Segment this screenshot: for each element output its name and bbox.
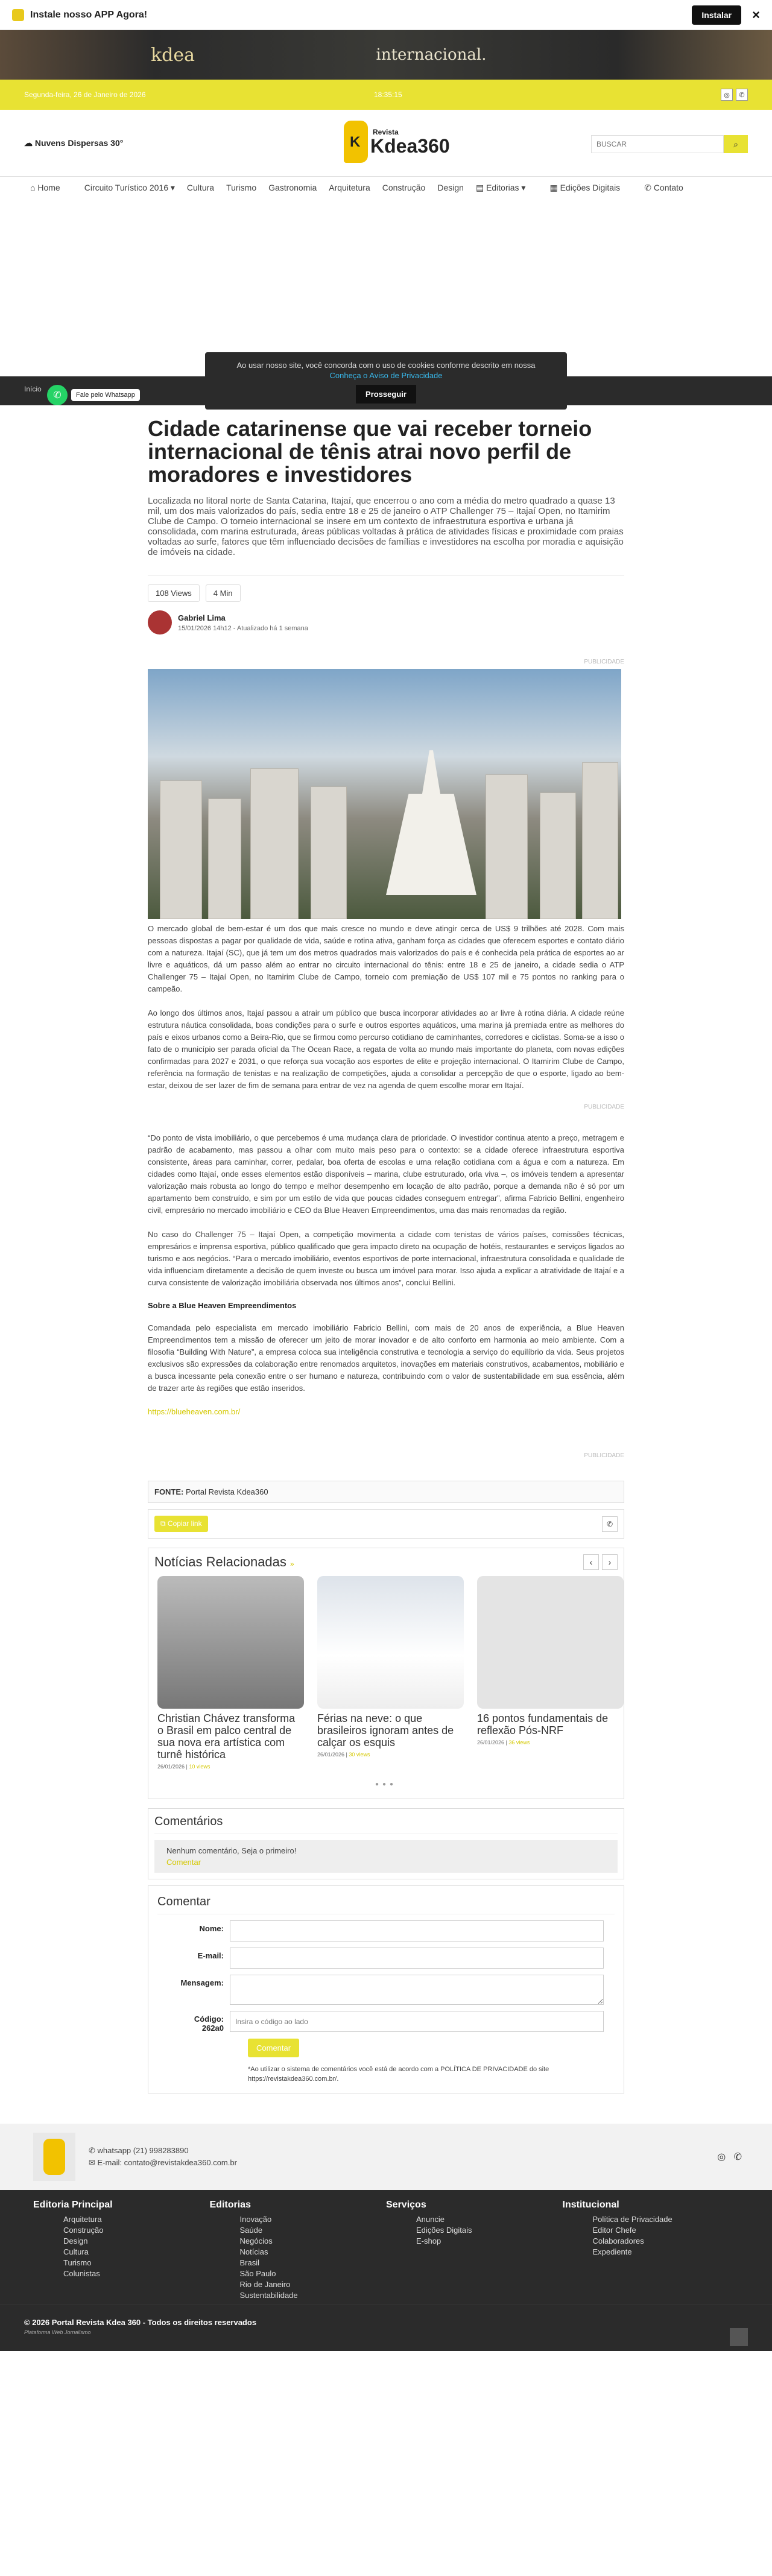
nav-editorias[interactable]: ▤ Editorias ▾	[475, 183, 526, 192]
footer-link[interactable]: Cultura	[63, 2247, 89, 2256]
footer-col-title: Editoria Principal	[33, 2200, 113, 2210]
prev-arrow-icon[interactable]: ‹	[583, 1554, 599, 1570]
close-icon[interactable]: ×	[752, 7, 760, 22]
comments-section	[148, 1808, 624, 1879]
comments-empty	[154, 1840, 618, 1873]
code-value: 262a0	[201, 2024, 224, 2033]
subheading: Sobre a Blue Heaven Empreendimentos	[148, 1301, 297, 1310]
nav-cultura[interactable]: Cultura	[186, 183, 215, 192]
related-title-text: Notícias Relacionadas	[154, 1554, 286, 1569]
article-meta	[148, 575, 624, 602]
source-name: Portal Revista Kdea360	[186, 1487, 268, 1496]
footer-link[interactable]: Construção	[63, 2226, 104, 2235]
footer-whatsapp[interactable]: ✆ whatsapp (21) 998283890	[89, 2146, 189, 2155]
comments-title: Comentários	[154, 1815, 618, 1834]
footer-link[interactable]: Negócios	[239, 2236, 273, 2245]
next-arrow-icon[interactable]: ›	[602, 1554, 618, 1570]
paragraph: Comandada pelo especialista em mercado imobiliário Fabricio Bellini, com mais de 20 anos de experiência, a Blue Heaven Empreendimentos tem a missão de oferecer um jeito de morar inovador e de alto conforto em harmonia ao meio ambiente. Com a filosofia “Building With Nature”, a empresa coloca sua inteligência construtiva e tecnologia a serviço do equilíbrio da vida. Seus projetos exclusivos são expressões da colaboração entre renomados arquitetos, inovações em materiais construtivos, acabamentos, mobiliário e a busca incessante pela conexão entre o ser humano e natureza, contribuindo com o valor de sustentabilidade em sua essência, além de trazer arte às regiões que estão inseridos.	[148, 1323, 624, 1393]
card-image	[317, 1576, 464, 1709]
author-name: Gabriel Lima	[178, 613, 226, 622]
author	[148, 610, 624, 635]
email-input[interactable]	[230, 1948, 604, 1969]
paragraph: “Do ponto de vista imobiliário, o que percebemos é uma mudança clara de prioridade. O investidor continua atento a preço, metragem e padrão de acabamento, mas passou a olhar com muito mais peso para o contexto: se a cidade oferece infraestrutura esportiva consistente, áreas para caminhar, correr, pedalar, boa oferta de escolas e uma relação cotidiana com a água e com a natureza. Em cidades como Itajaí, onde esses elementos estão disponíveis – marina, clube estruturado, orla viva –, os imóveis tendem a apresentar valorização mais robusta ao longo do tempo e melhor desempenho em locação de alto padrão, porque a demanda não é só por um apartamento bem construído, e sim por um estilo de vida que poucas cidades conseguem entregar”, afirma Fabricio Bellini, engenheiro civil, empresário no mercado imobiliário e CEO da Blue Heaven Empreendimentos, uma das mais renomadas da região.	[148, 1133, 624, 1215]
header	[0, 110, 772, 176]
source-label: FONTE:	[154, 1487, 184, 1496]
card-date: 26/01/2026	[477, 1739, 505, 1745]
source-box	[148, 1481, 624, 1503]
whatsapp-label[interactable]: Fale pelo Whatsapp	[71, 389, 140, 401]
main-nav	[0, 176, 772, 198]
logo-small: Revista	[373, 128, 399, 136]
ad-label: PUBLICIDADE	[584, 1452, 624, 1459]
nav-design[interactable]: Design	[437, 183, 464, 192]
current-time: 18:35:15	[374, 90, 402, 99]
footer-whatsapp-text: whatsapp (21) 998283890	[97, 2146, 189, 2155]
footer-col-title: Institucional	[562, 2200, 619, 2210]
install-button[interactable]: Instalar	[692, 5, 741, 25]
instagram-icon[interactable]: ◎	[721, 89, 733, 101]
card-image	[157, 1576, 304, 1709]
related-title: Notícias Relacionadas »	[154, 1554, 294, 1569]
card-title[interactable]: Férias na neve: o que brasileiros ignoram antes de calçar os esquis	[317, 1712, 454, 1748]
footer-link[interactable]: Saúde	[239, 2226, 263, 2235]
footer-col	[33, 2200, 210, 2295]
card-views: 36 views	[508, 1739, 530, 1745]
related-card[interactable]: Férias na neve: o que brasileiros ignoram antes de calçar os esquis 26/01/2026 | 30 views	[314, 1576, 461, 1770]
cookie-text: Ao usar nosso site, você concorda com o uso de cookies conforme descrito em nossa	[236, 361, 536, 370]
paragraph: O mercado global de bem-estar é um dos que mais cresce no mundo e deve atingir cerca de US$ 9 trilhões até 2028. Com mais pessoas dispostas a pagar por qualidade de vida, saúde e rotina ativa, ganham força as cidades que oferecem esportes e contato diário com a natureza. Itajaí (SC), que já tem um dos metros quadrados mais valorizados do país e é conhecida pela prática de esportes ao ar livre e aquáticos, dá um passo além ao entrar no circuito internacional do tênis: entre 18 e 25 de janeiro, a cidade sedia o ATP Challenger 75 – Itajaí Open, no Itamirim Clube de Campo, torneio com premiação de US$ 107 mil e 75 pontos no ranking para o campeão.	[148, 924, 624, 993]
search-input[interactable]	[591, 135, 724, 153]
whatsapp-icon[interactable]: ✆	[733, 2152, 742, 2162]
footer-link[interactable]: Turismo	[63, 2258, 92, 2267]
top-bar	[0, 80, 772, 110]
nav-construcao[interactable]: Construção	[382, 183, 426, 192]
privacy-note: *Ao utilizar o sistema de comentários você está de acordo com a POLÍTICA DE PRIVACIDADE do site https://revistakdea360.com.br/.	[248, 2066, 549, 2083]
footer-link[interactable]: Sustentabilidade	[239, 2291, 298, 2300]
nav-home-label: Home	[37, 183, 60, 192]
article-body	[148, 923, 624, 1481]
related-card[interactable]: Christian Chávez transforma o Brasil em palco central de sua nova era artística com turnê histórica 26/01/2026 | 10 views	[154, 1576, 301, 1770]
footer-bottom	[0, 2305, 772, 2351]
footer-link[interactable]: Anuncie	[416, 2215, 445, 2224]
logo-mark-icon	[344, 121, 368, 163]
whatsapp-icon[interactable]: ✆	[47, 385, 68, 405]
footer-link[interactable]: Editor Chefe	[592, 2226, 636, 2235]
footer-link[interactable]: Brasil	[239, 2258, 260, 2267]
share-bar	[148, 1509, 624, 1539]
footer-link[interactable]: São Paulo	[239, 2269, 276, 2278]
copy-link-label: Copiar link	[167, 1519, 202, 1528]
footer-col-title: Serviços	[386, 2200, 426, 2210]
card-date: 26/01/2026	[157, 1764, 185, 1770]
footer-link[interactable]: Notícias	[239, 2247, 268, 2256]
nav-home[interactable]: ⌂ Home	[30, 183, 60, 192]
nav-edicoes-label: Edições Digitais	[560, 183, 621, 192]
whatsapp-icon[interactable]: ✆	[736, 89, 748, 101]
footer-link[interactable]: E-shop	[416, 2236, 441, 2245]
code-label-text: Código:	[194, 2014, 224, 2024]
ad-label: PUBLICIDADE	[584, 1104, 624, 1110]
article-title: Cidade catarinense que vai receber torneio internacional de tênis atrai novo perfil de moradores e investidores	[148, 416, 592, 487]
current-date: Segunda-feira, 26 de Janeiro de 2026	[24, 90, 146, 99]
comment-cta[interactable]: Comentar	[166, 1858, 201, 1867]
nav-edicoes[interactable]: ▦ Edições Digitais	[549, 183, 621, 192]
nav-circuito[interactable]: Circuito Turístico 2016 ▾	[84, 183, 175, 192]
card-title[interactable]: 16 pontos fundamentais de reflexão Pós-NRF	[477, 1712, 609, 1736]
related-news	[148, 1548, 624, 1799]
nav-gastronomia[interactable]: Gastronomia	[268, 183, 317, 192]
card-image	[477, 1576, 624, 1709]
submit-comment-button[interactable]: Comentar	[248, 2039, 299, 2057]
name-label: Nome:	[199, 1924, 224, 1933]
footer-link[interactable]: Rio de Janeiro	[239, 2280, 291, 2289]
name-input[interactable]	[230, 1920, 604, 1941]
footer-link[interactable]: Arquitetura	[63, 2215, 102, 2224]
footer-link[interactable]: Edições Digitais	[416, 2226, 472, 2235]
email-label: E-mail:	[197, 1951, 224, 1960]
install-text: Instale nosso APP Agora!	[30, 9, 148, 20]
footer-col	[563, 2200, 739, 2295]
footer-email[interactable]: ✉ E-mail: contato@revistakdea360.com.br	[89, 2158, 237, 2167]
whatsapp-share-icon[interactable]: ✆	[602, 1516, 618, 1532]
article-date: 15/01/2026 14h12 - Atualizado há 1 semana	[178, 624, 308, 632]
comments-empty-text: Nenhum comentário, Seja o primeiro!	[166, 1846, 297, 1855]
footer-links	[0, 2190, 772, 2305]
scroll-top-button[interactable]	[730, 2328, 748, 2346]
search	[591, 135, 748, 153]
whatsapp-widget[interactable]	[47, 385, 140, 405]
breadcrumb[interactable]: Início	[24, 385, 42, 393]
weather-widget: ☁ Nuvens Dispersas 30°	[24, 138, 124, 148]
footer-logo[interactable]	[33, 2133, 75, 2181]
footer-link[interactable]: Design	[63, 2236, 88, 2245]
privacy-link[interactable]: Conheça o Aviso de Privacidade	[329, 371, 443, 380]
ad-text: internacional.	[376, 46, 487, 64]
footer-contact	[0, 2124, 772, 2190]
message-label: Mensagem:	[180, 1978, 224, 1987]
avatar	[148, 610, 172, 635]
instagram-icon[interactable]: ◎	[717, 2152, 726, 2162]
footer-col-title: Editorias	[209, 2200, 251, 2210]
footer-link[interactable]: Inovação	[239, 2215, 272, 2224]
external-link[interactable]: https://blueheaven.com.br/	[148, 1407, 241, 1416]
paragraph: Ao longo dos últimos anos, Itajaí passou a atrair um público que busca incorporar atividades ao ar livre à rotina diária. A cidade reúne estrutura náutica consolidada, boas condições para o surfe e outros esportes aquáticos, uma marina já premiada entre as melhores do país e eixos urbanos como a Beira-Rio, que se firmou como percurso cotidiano de caminhantes, corredores e ciclistas. Soma-se a isso o fato de o município ser parada oficial da The Ocean Race, a regata de volta ao mundo mais importante do planeta, com novas edições confirmadas para 2027 e 2031, o que reforça sua vocação aos esportes de elite e projeção internacional. O Itamirim Clube de Campo, referência na formação de tenistas e na realização de competições, ajuda a consolidar a percepção de que o esporte, ligado ao bem-estar, deixou de ser lazer de fim de semana para entrar de vez na agenda de quem escolhe morar em Itajaí.	[148, 1008, 624, 1090]
copyright: © 2026 Portal Revista Kdea 360 - Todos os direitos reservados	[24, 2318, 257, 2327]
footer-email-text: E-mail: contato@revistakdea360.com.br	[97, 2158, 237, 2167]
article	[148, 405, 624, 2093]
ad-label: PUBLICIDADE	[584, 659, 624, 665]
views-badge: 108 Views	[148, 584, 200, 602]
nav-turismo[interactable]: Turismo	[226, 183, 257, 192]
paragraph: No caso do Challenger 75 – Itajaí Open, a competição movimenta a cidade com tenistas de vários países, comissões técnicas, empresários e imprensa esportiva, público qualificado que gera impacto direto na ocupação de hotéis, restaurantes e serviços ligados ao turismo e aos negócios. “Para o mercado imobiliário, eventos esportivos de porte internacional, infraestrutura consolidada e qualidade de vida influenciam diretamente a decisão de quem investe ou busca um imóvel para morar. Isso ajuda a explicar a atratividade de Itajaí e a curva consistente de valorização imobiliária observada nos últimos anos”, conclui Bellini.	[148, 1230, 624, 1287]
footer-link[interactable]: Colunistas	[63, 2269, 100, 2278]
site-logo[interactable]	[344, 121, 450, 163]
weather-text: Nuvens Dispersas 30°	[34, 138, 124, 148]
footer-link[interactable]: Política de Privacidade	[592, 2215, 672, 2224]
nav-contato-label: Contato	[653, 183, 683, 192]
footer-link[interactable]: Colaboradores	[592, 2236, 644, 2245]
cookie-banner	[205, 352, 567, 410]
cookie-accept-button[interactable]: Prosseguir	[356, 385, 416, 403]
code-label	[157, 2011, 230, 2033]
church-shape	[386, 750, 476, 895]
nav-arquitetura[interactable]: Arquitetura	[329, 183, 370, 192]
carousel-dots[interactable]: ●●●	[375, 1781, 397, 1788]
read-time-badge: 4 Min	[206, 584, 241, 602]
top-advertisement[interactable]	[0, 30, 772, 80]
related-card[interactable]: 16 pontos fundamentais de reflexão Pós-NRF 26/01/2026 | 36 views	[474, 1576, 621, 1770]
footer-col	[386, 2200, 563, 2295]
comment-form	[148, 1885, 624, 2093]
article-lead: Localizada no litoral norte de Santa Catarina, Itajaí, que encerrou o ano com a média do metro quadrado a quase 13 mil, um dos mais valorizados do país, sedia entre 18 e 25 de janeiro o ATP Challenger 75 – Itajaí Open, no Itamirim Clube de Campo. O torneio internacional se insere em um contexto de infraestrutura esportiva e urbana já consolidada, com marina estruturada, áreas públicas voltadas à prática de atividades físicas e proximidade com praias voltadas ao surfe, fatores que têm influenciado decisões de famílias e investidores na escolha por moradia e aquisição de imóveis na cidade.	[148, 496, 624, 557]
footer-col	[209, 2200, 387, 2300]
ad-logo: kdea	[151, 44, 195, 66]
card-views: 30 views	[349, 1752, 370, 1758]
nav-editorias-label: Editorias ▾	[486, 183, 526, 192]
search-icon[interactable]: ⌕	[724, 135, 748, 153]
logo-name: Kdea360	[370, 135, 450, 157]
card-date: 26/01/2026	[317, 1752, 345, 1758]
nav-contato[interactable]: ✆ Contato	[644, 183, 683, 192]
article-image	[148, 669, 621, 919]
card-views: 10 views	[189, 1764, 210, 1770]
app-logo-icon	[12, 9, 24, 21]
code-input[interactable]	[230, 2011, 604, 2032]
form-title: Comentar	[157, 1895, 615, 1914]
platform[interactable]: Plataforma Web Jornalismo	[24, 2329, 91, 2335]
copy-link-button[interactable]: ⧉ Copiar link	[154, 1516, 208, 1532]
card-title[interactable]: Christian Chávez transforma o Brasil em palco central de sua nova era artística com turnê histórica	[157, 1712, 296, 1761]
install-banner	[0, 0, 772, 30]
footer-link[interactable]: Expediente	[592, 2247, 632, 2256]
message-input[interactable]	[230, 1975, 604, 2005]
